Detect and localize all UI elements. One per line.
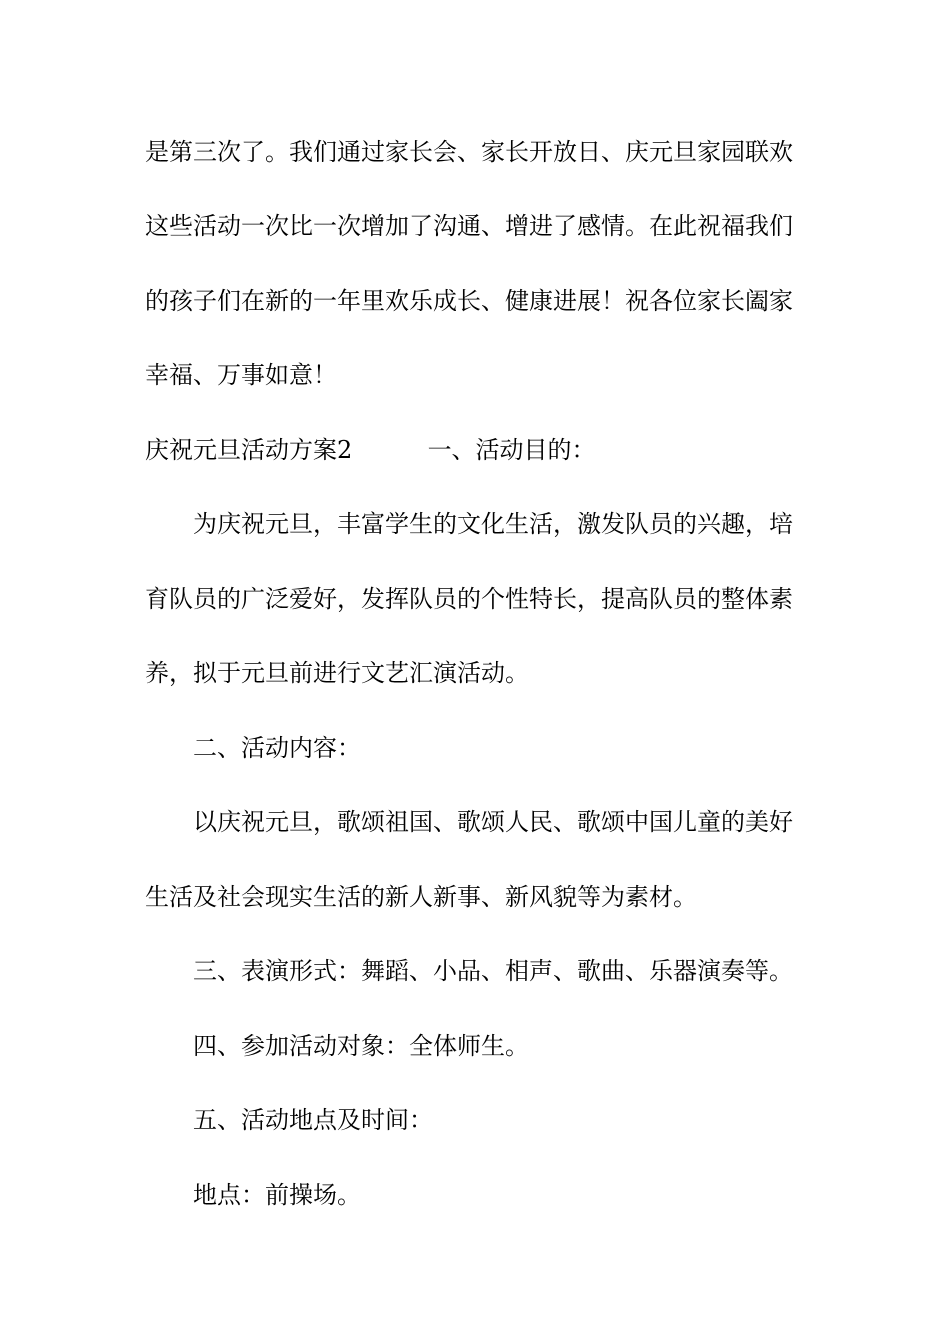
body-line: 是第三次了。我们通过家长会、家长开放日、庆元旦家园联欢 — [145, 138, 793, 166]
list-item-heading: 三、表演形式：舞蹈、小品、相声、歌曲、乐器演奏等。 — [193, 957, 793, 985]
section-title: 庆祝元旦活动方案2 — [145, 436, 353, 464]
list-item-heading: 四、参加活动对象：全体师生。 — [193, 1032, 529, 1060]
list-item-heading: 二、活动内容： — [193, 734, 361, 762]
list-item-heading: 五、活动地点及时间： — [193, 1106, 433, 1134]
paragraph-line: 养，拟于元旦前进行文艺汇演活动。 — [145, 659, 529, 687]
paragraph-line: 以庆祝元旦，歌颂祖国、歌颂人民、歌颂中国儿童的美好 — [193, 808, 793, 836]
section-heading-line — [145, 435, 815, 465]
section-first-item: 一、活动目的： — [427, 436, 596, 464]
paragraph-line: 生活及社会现实生活的新人新事、新风貌等为素材。 — [145, 883, 697, 911]
list-item-detail: 地点：前操场。 — [193, 1181, 361, 1209]
body-line: 幸福、万事如意！ — [145, 361, 337, 389]
paragraph-line: 育队员的广泛爱好，发挥队员的个性特长，提高队员的整体素 — [145, 585, 793, 613]
body-line: 的孩子们在新的一年里欢乐成长、健康进展！祝各位家长阖家 — [145, 287, 793, 315]
paragraph-line: 为庆祝元旦，丰富学生的文化生活，激发队员的兴趣，培 — [193, 510, 793, 538]
body-line: 这些活动一次比一次增加了沟通、增进了感情。在此祝福我们 — [145, 212, 793, 240]
